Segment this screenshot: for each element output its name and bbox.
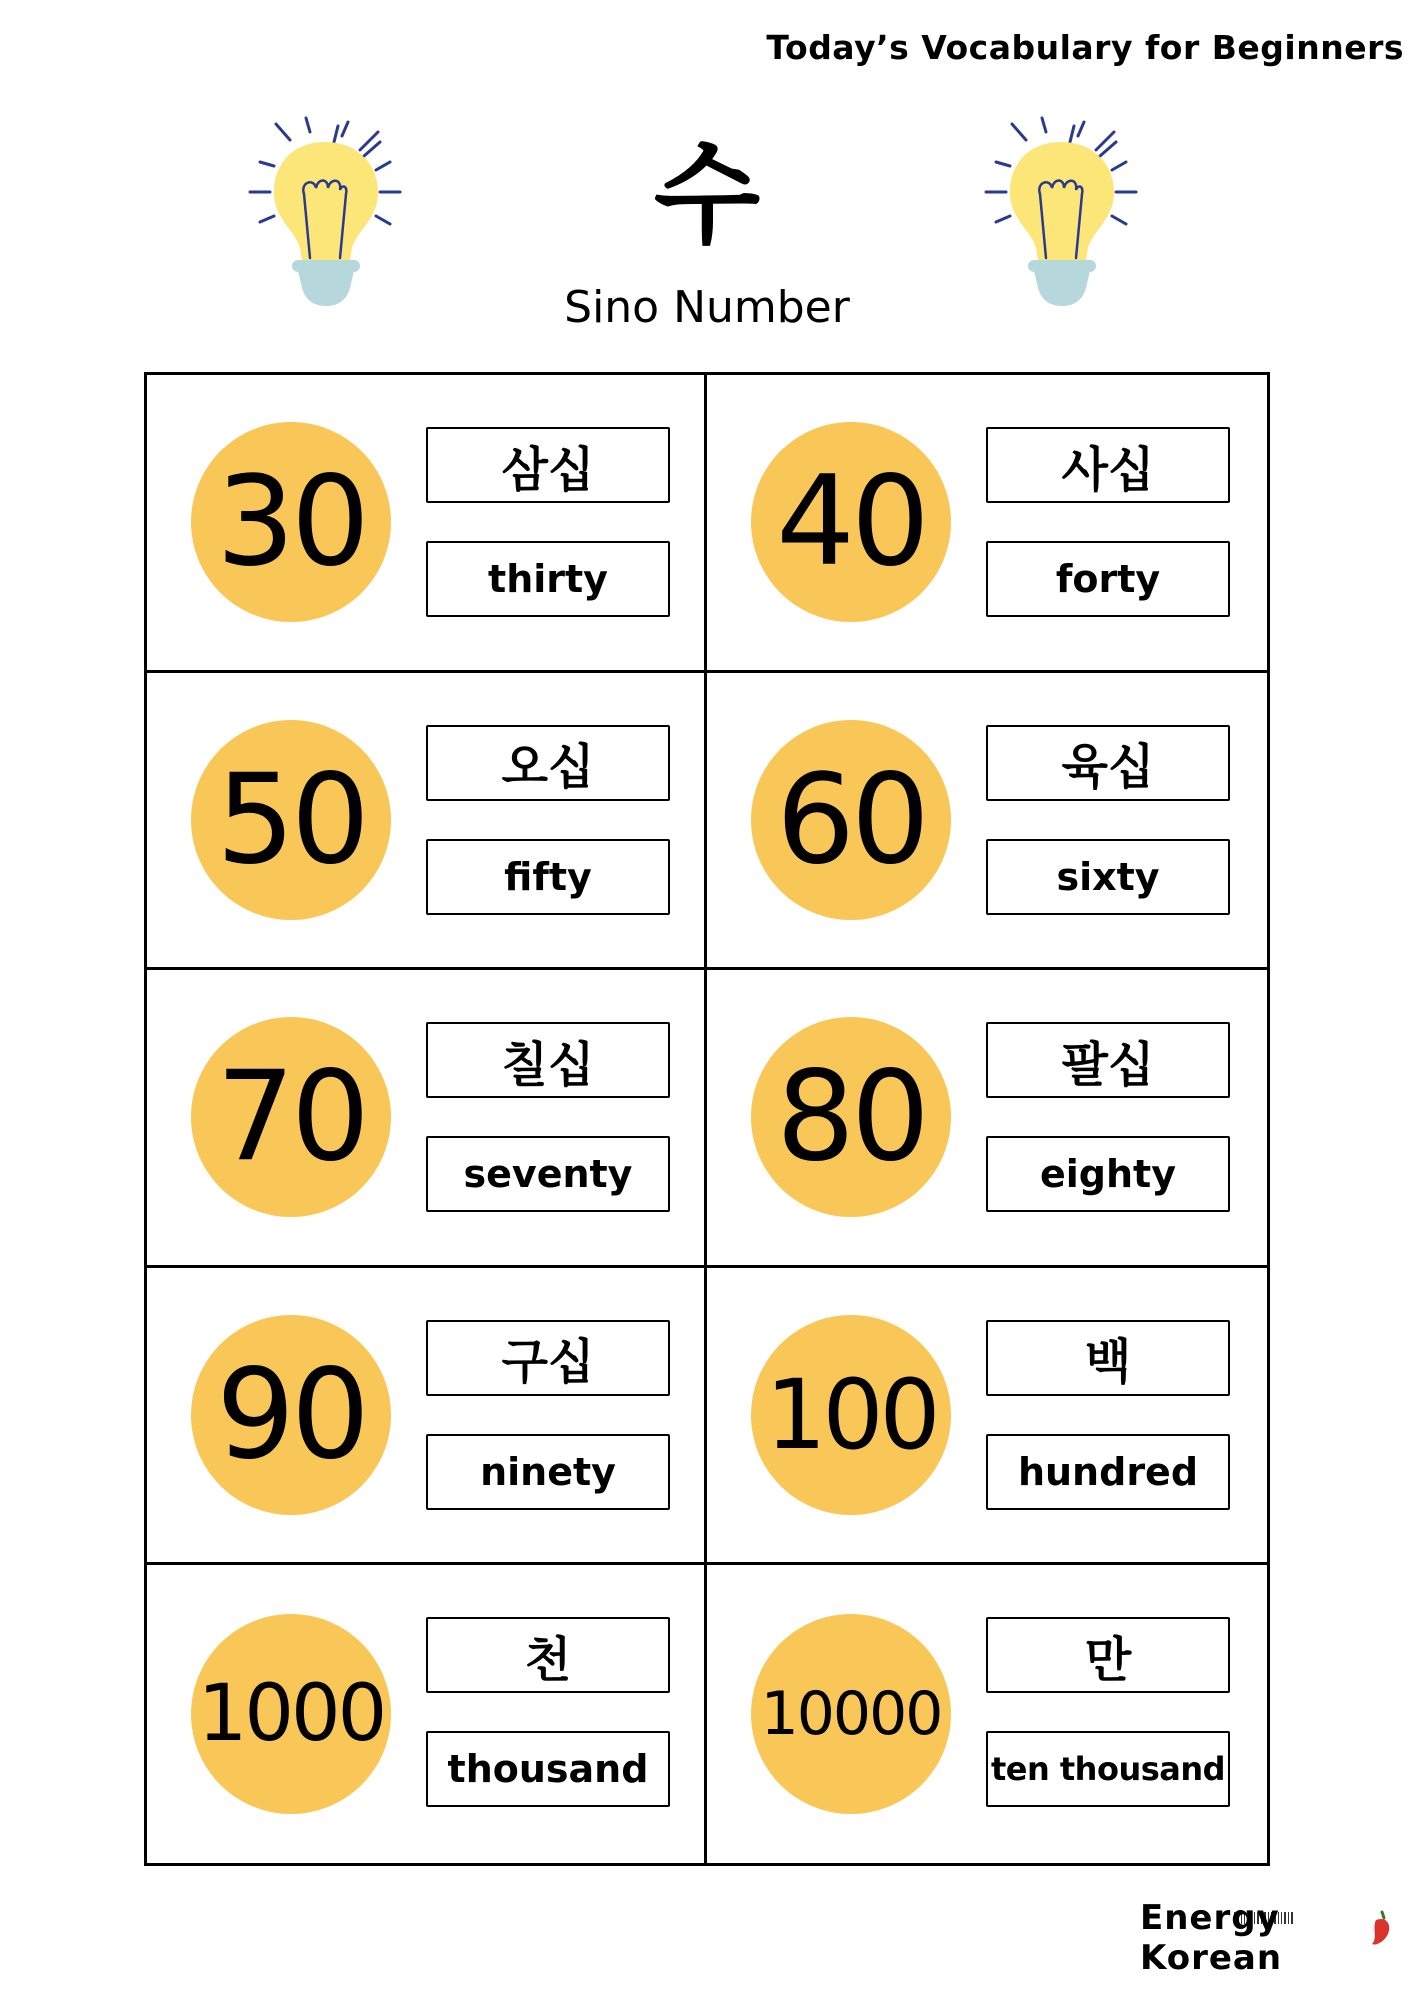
vocab-card <box>147 375 707 673</box>
english-word: thirty <box>426 541 670 617</box>
vocab-card <box>707 970 1267 1268</box>
korean-word: 팔십 <box>986 1022 1230 1098</box>
english-word: ten thousand <box>986 1731 1230 1807</box>
english-word: eighty <box>986 1136 1230 1212</box>
vocab-card <box>707 673 1267 971</box>
english-word: fifty <box>426 839 670 915</box>
korean-word: 천 <box>426 1617 670 1693</box>
korean-word: 사십 <box>986 427 1230 503</box>
english-word: seventy <box>426 1136 670 1212</box>
number-circle: 60 <box>751 720 951 920</box>
number-circle: 70 <box>191 1017 391 1217</box>
vocab-card <box>147 1565 707 1863</box>
main-title: 수 <box>653 131 761 259</box>
subtitle: Sino Number <box>564 282 850 333</box>
number-circle: 1000 <box>191 1614 391 1814</box>
korean-word: 오십 <box>426 725 670 801</box>
vocab-card <box>707 375 1267 673</box>
energy-korean-logo <box>1140 1900 1400 1980</box>
header-title: Today’s Vocabulary for Beginners <box>766 28 1404 67</box>
english-word: ninety <box>426 1434 670 1510</box>
english-word: hundred <box>986 1434 1230 1510</box>
korean-word: 육십 <box>986 725 1230 801</box>
number-circle: 50 <box>191 720 391 920</box>
vocab-card <box>147 673 707 971</box>
english-word: thousand <box>426 1731 670 1807</box>
korean-word: 삼십 <box>426 427 670 503</box>
logo-text: Energy Korean <box>1140 1898 1283 1978</box>
vocab-card <box>707 1565 1267 1863</box>
vocabulary-grid <box>144 372 1270 1866</box>
korean-word: 구십 <box>426 1320 670 1396</box>
number-circle: 30 <box>191 422 391 622</box>
korean-word: 칠십 <box>426 1022 670 1098</box>
vocab-card <box>147 970 707 1268</box>
korean-word: 백 <box>986 1320 1230 1396</box>
number-circle: 10000 <box>751 1614 951 1814</box>
number-circle: 80 <box>751 1017 951 1217</box>
english-word: forty <box>986 541 1230 617</box>
number-circle: 100 <box>751 1315 951 1515</box>
vocab-card <box>707 1268 1267 1566</box>
korean-word: 만 <box>986 1617 1230 1693</box>
vocab-card <box>147 1268 707 1566</box>
number-circle: 40 <box>751 422 951 622</box>
english-word: sixty <box>986 839 1230 915</box>
number-circle: 90 <box>191 1315 391 1515</box>
